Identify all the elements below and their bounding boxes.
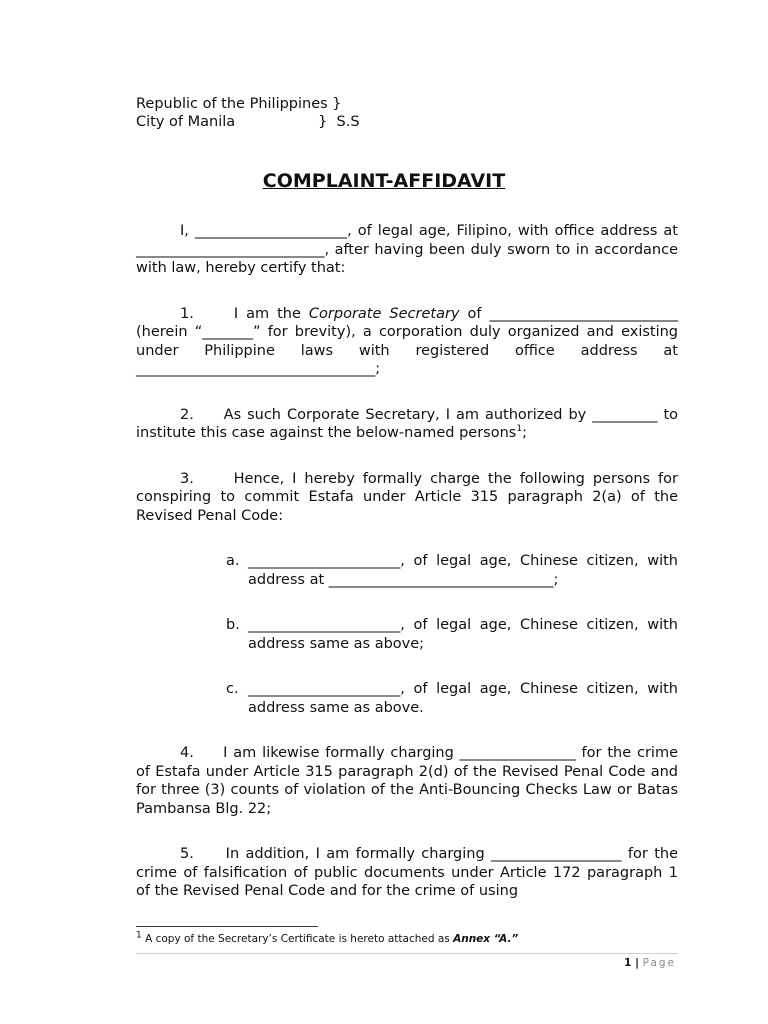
venue-block	[136, 95, 360, 131]
respondent-a-text	[248, 552, 678, 589]
paragraph-1	[136, 305, 678, 379]
page-label: Page	[642, 957, 676, 969]
paragraph-4	[136, 744, 678, 818]
authorizer-blank: _________	[592, 406, 658, 423]
para1-text-a: I am the	[233, 305, 309, 322]
intro-paragraph	[136, 222, 678, 278]
respondent-b-text-a: , of legal age, Chinese citizen, with address same as above;	[248, 617, 678, 652]
office-address-blank: _________________________________	[136, 361, 376, 377]
para1-text-c: (herein “	[136, 324, 203, 340]
page-number	[624, 957, 676, 969]
address-blank: __________________________	[136, 241, 325, 258]
respondent-b	[226, 616, 678, 653]
intro-text-c: , after having been duly sworn to in accordance with law, hereby certify that:	[136, 241, 678, 276]
respondent-a-text-a: , of legal age, Chinese citizen, with address at	[248, 553, 678, 588]
paragraph-3	[136, 470, 678, 526]
para4-text-b: for the crime of Estafa under Article 315 paragraph 2(d) of the Revised Penal Code and for three (3) counts of violation of the Anti-Bouncing Checks Law or Batas Pambansa Blg. 22;	[136, 745, 679, 817]
respondent-c	[226, 680, 678, 717]
charged-person-blank: ________________	[459, 745, 576, 761]
document-title: COMPLAINT-AFFIDAVIT	[262, 170, 506, 192]
document-body	[136, 222, 678, 901]
page-number-separator: |	[631, 957, 643, 969]
short-name-blank: _______	[202, 324, 253, 340]
annex-reference: Annex “A.”	[453, 933, 519, 945]
charged-person-blank: __________________	[491, 846, 622, 862]
para2-text-a: As such Corporate Secretary, I am authorized by	[223, 406, 593, 423]
respondent-name-blank: _____________________	[248, 553, 401, 569]
footnote-number: 1	[136, 930, 142, 941]
para-number: 5.	[180, 846, 194, 862]
item-label: a.	[226, 553, 240, 569]
page-number-value: 1	[624, 957, 632, 969]
corporation-blank: __________________________	[489, 305, 678, 322]
footnote-text: A copy of the Secretary’s Certificate is hereto attached as	[141, 933, 454, 945]
para5-text-b: for the crime of falsification of public documents under Article 172 paragraph 1 of the Revised Penal Code and for the crime of using	[136, 846, 679, 899]
respondent-name-blank: _____________________	[248, 681, 401, 697]
item-label: b.	[226, 617, 240, 633]
intro-text-a: I,	[180, 223, 195, 239]
respondent-name-blank: _____________________	[248, 617, 401, 633]
name-blank: _____________________	[194, 223, 348, 239]
para1-text-d: ” for brevity), a corporation duly organized and existing under Philippine laws with registered office address at	[136, 324, 679, 359]
respondent-c-text-a: , of legal age, Chinese citizen, with address same as above.	[248, 681, 678, 716]
item-label: c.	[226, 681, 239, 697]
footnote	[136, 930, 519, 945]
paragraph-5	[136, 845, 678, 901]
para2-text-c: ;	[522, 425, 527, 441]
para-number: 2.	[180, 406, 194, 423]
respondent-address-blank: _______________________________	[328, 571, 554, 588]
para-number: 1.	[180, 305, 194, 322]
para2-text-b: to institute this case against the below-named persons	[136, 406, 679, 441]
para-number: 3.	[180, 470, 194, 487]
respondent-a	[226, 552, 678, 589]
paragraph-2	[136, 406, 678, 443]
role-text: Corporate Secretary	[308, 305, 460, 322]
para1-text-b: of	[459, 305, 490, 322]
respondent-a-text-b: ;	[553, 571, 559, 588]
venue-republic: Republic of the Philippines }	[136, 96, 342, 112]
para3-text: Hence, I hereby formally charge the following persons for conspiring to commit Estafa under Article 315 paragraph 2(a) of the Revised Penal Code:	[136, 470, 678, 524]
para1-text-e: ;	[375, 361, 381, 377]
para4-text-a: I am likewise formally charging	[223, 745, 460, 761]
footnote-separator	[136, 926, 318, 927]
respondent-c-text	[248, 680, 678, 717]
respondent-b-text	[248, 616, 678, 653]
intro-text-b: , of legal age, Filipino, with office address at	[347, 223, 678, 239]
venue-city: City of Manila } S.S	[136, 114, 360, 130]
para-number: 4.	[180, 745, 194, 761]
footer-separator	[136, 953, 678, 954]
footnote-reference: 1	[516, 424, 523, 435]
para5-text-a: In addition, I am formally charging	[225, 846, 492, 862]
